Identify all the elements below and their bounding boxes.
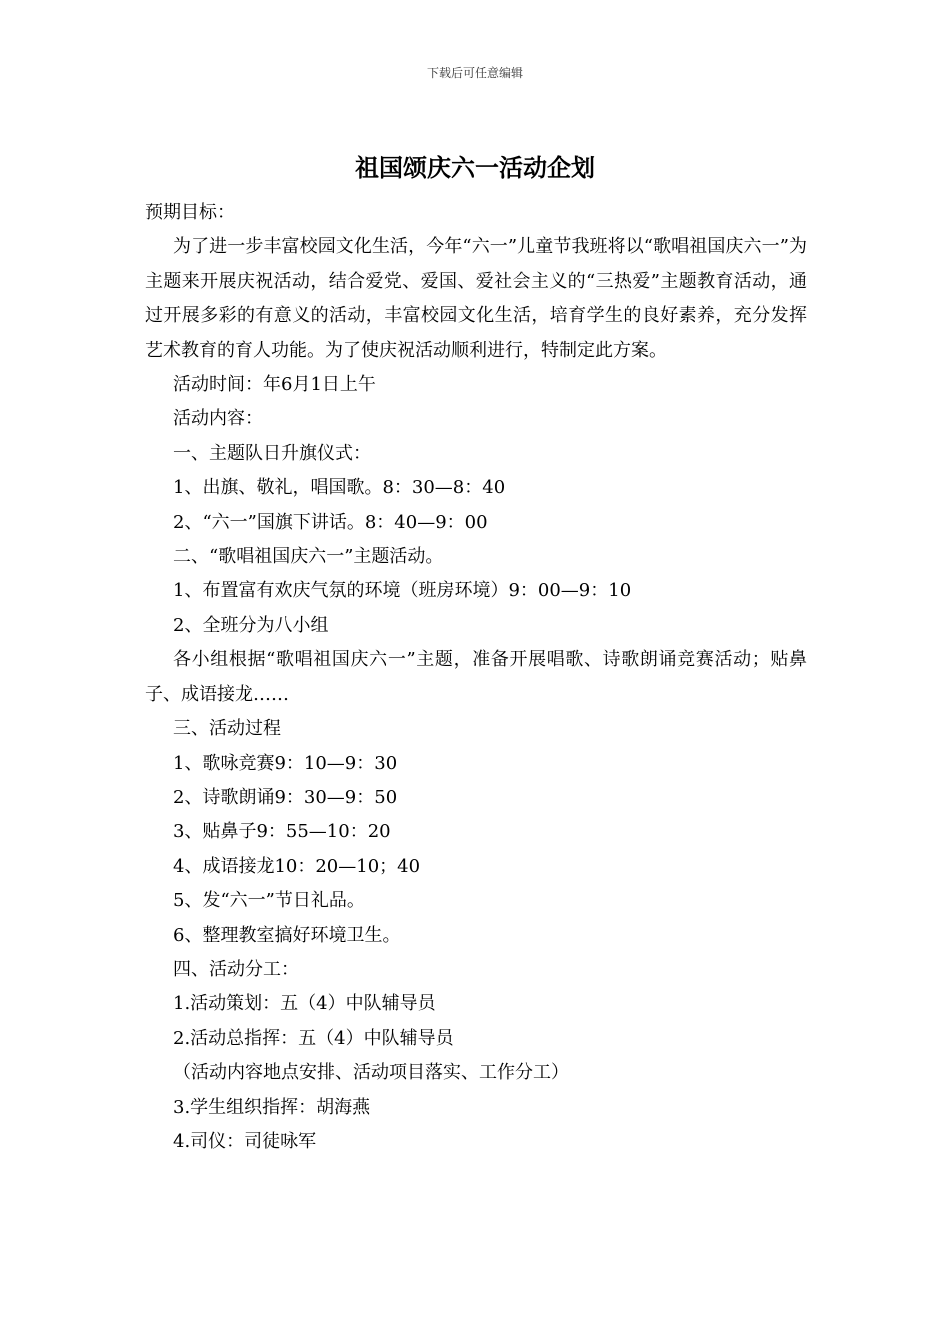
document-body [145,196,807,1159]
list-item: 3.学生组织指挥：胡海燕 [173,1096,371,1118]
list-item: 5、发“六一”节日礼品。 [173,890,365,912]
list-item: 1、布置富有欢庆气氛的环境（班房环境）9：00—9：10 [173,580,632,602]
list-item: 1.活动策划：五（4）中队辅导员 [173,993,436,1015]
heading-section-1: 一、主题队日升旗仪式： [173,442,371,464]
document-title: 祖国颂庆六一活动企划 [355,154,595,182]
heading-section-4: 四、活动分工： [173,958,299,980]
list-item: 1、歌咏竞赛9：10—9：30 [173,752,398,774]
paragraph-activity-time: 活动时间：年6月1日上午 [173,374,376,396]
list-item: 4.司仪：司徒咏军 [173,1130,317,1152]
list-item: 3、贴鼻子9：55—10：20 [173,821,391,843]
list-item: 1、出旗、敬礼，唱国歌。8：30—8：40 [173,477,506,499]
list-item: 4、成语接龙10：20—10；40 [173,855,421,877]
list-item: 2.活动总指挥：五（4）中队辅导员 [173,1027,454,1049]
page-header-note: 下载后可任意编辑 [426,66,523,80]
list-item-note: （活动内容地点安排、活动项目落实、工作分工） [173,1062,569,1084]
list-item: 2、全班分为八小组 [173,614,329,636]
list-item: 2、诗歌朗诵9：30—9：50 [173,786,398,808]
list-item: 2、“六一”国旗下讲话。8：40—9：00 [173,511,488,533]
list-item: 6、整理教室搞好环境卫生。 [173,924,401,946]
heading-section-3: 三、活动过程 [173,718,281,740]
paragraph-intro: 为了进一步丰富校园文化生活，今年“六一”儿童节我班将以“歌唱祖国庆六一”为主题来开展庆祝活动，结合爱党、爱国、爱社会主义的“三热爱”主题教育活动，通过开展多彩的有意义的活动，丰富校园文化生活，培育学生的良好素养，充分发挥艺术教育的育人功能。为了使庆祝活动顺利进行，特制定此方案。 [145,236,807,361]
paragraph-activity-content: 活动内容： [173,408,263,430]
paragraph-group-activities: 各小组根据“歌唱祖国庆六一”主题，准备开展唱歌、诗歌朗诵竞赛活动；贴鼻子、成语接龙…… [145,649,807,705]
heading-section-2: 二、“歌唱祖国庆六一”主题活动。 [173,546,444,568]
section-label-goals: 预期目标： [145,202,235,223]
